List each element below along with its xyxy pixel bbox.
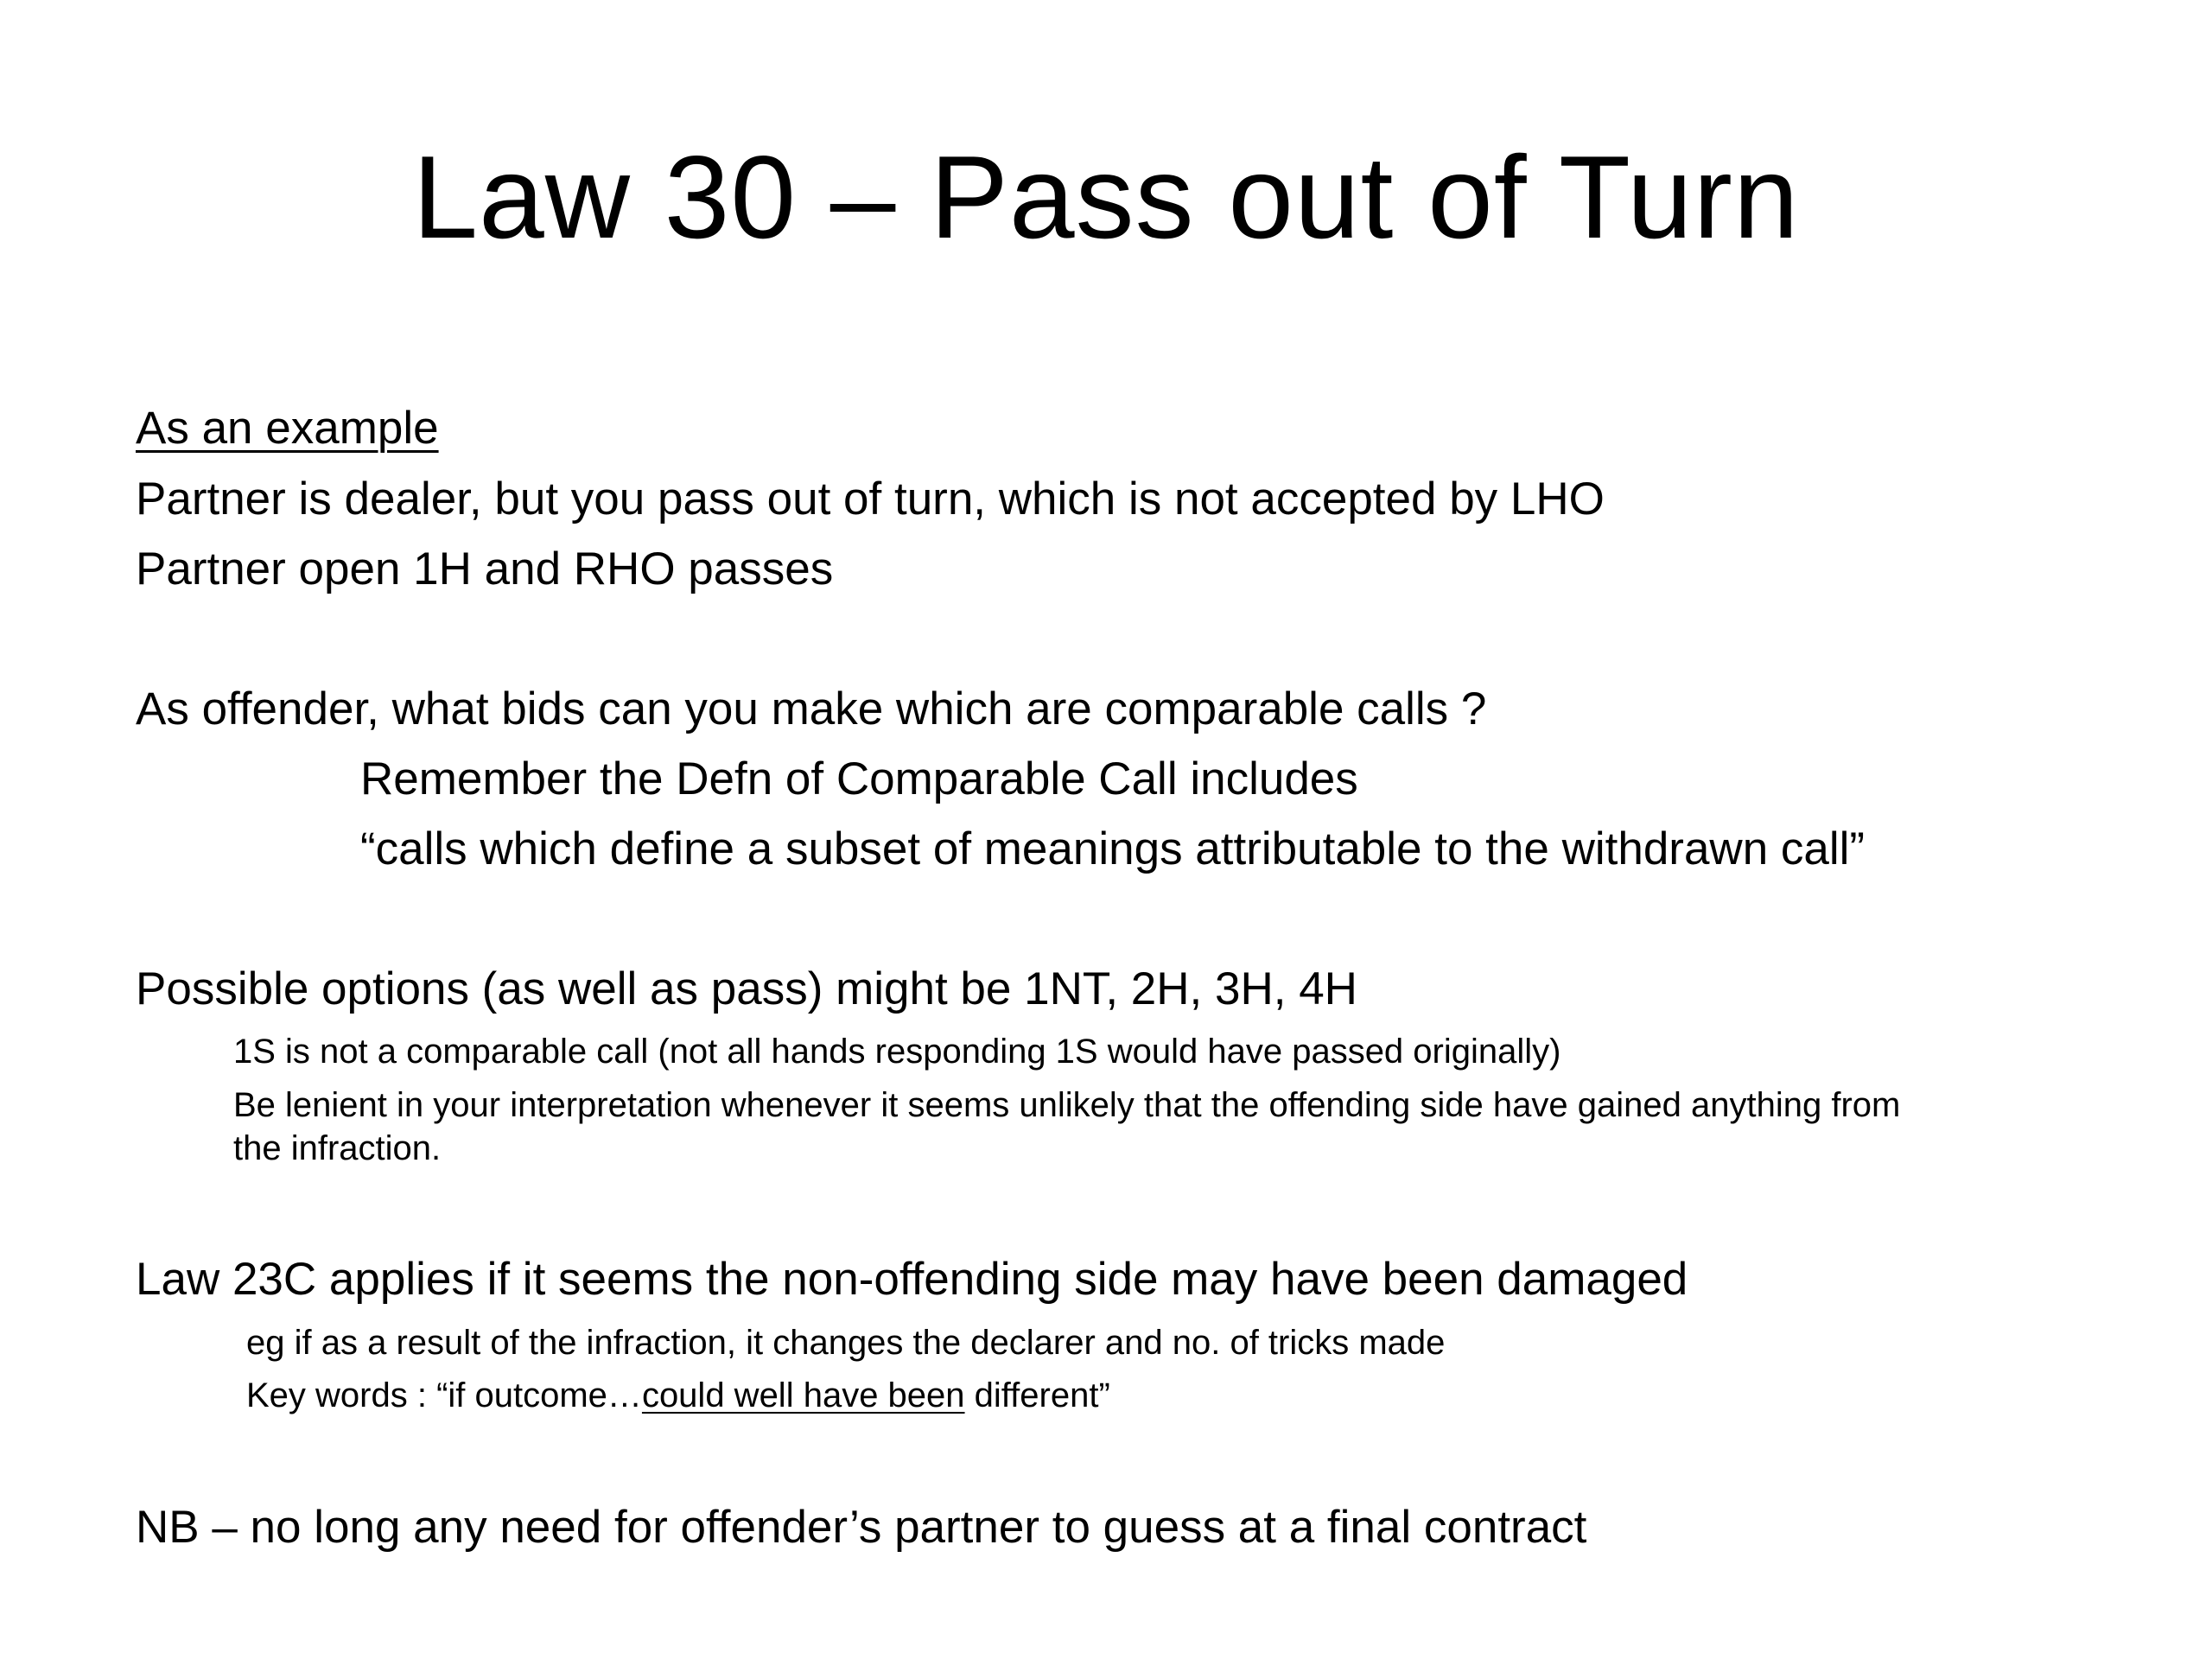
law23-heading: Law 23C applies if it seems the non-offending side may have been damaged bbox=[136, 1254, 1688, 1305]
law23-note: eg if as a result of the infraction, it changes the declarer and no. of tricks made bbox=[246, 1324, 1446, 1362]
options-note-2: Be lenient in your interpretation whenever it seems unlikely that the offending side have gained anything from bbox=[233, 1086, 1901, 1124]
key-words-underlined: could well have been bbox=[641, 1376, 965, 1414]
key-words-line bbox=[246, 1374, 1110, 1417]
comparable-calls-question: As offender, what bids can you make which are comparable calls ? bbox=[136, 683, 1487, 734]
options-note-1: 1S is not a comparable call (not all hands responding 1S would have passed originally) bbox=[233, 1033, 1561, 1071]
key-words-prefix: Key words : “if outcome… bbox=[246, 1376, 642, 1414]
slide-title: Law 30 – Pass out of Turn bbox=[412, 131, 1800, 263]
nb-line: NB – no long any need for offender’s partner to guess at a final contract bbox=[136, 1502, 1587, 1553]
example-line-2: Partner open 1H and RHO passes bbox=[136, 543, 834, 594]
definition-line-2: “calls which define a subset of meanings attributable to the withdrawn call” bbox=[360, 823, 1866, 874]
definition-line-1: Remember the Defn of Comparable Call includes bbox=[360, 753, 1358, 804]
example-line-1: Partner is dealer, but you pass out of turn, which is not accepted by LHO bbox=[136, 474, 1605, 524]
example-heading: As an example bbox=[136, 403, 439, 454]
options-note-3: the infraction. bbox=[233, 1129, 442, 1167]
options-heading: Possible options (as well as pass) might be 1NT, 2H, 3H, 4H bbox=[136, 963, 1357, 1014]
key-words-suffix: different” bbox=[964, 1376, 1110, 1414]
